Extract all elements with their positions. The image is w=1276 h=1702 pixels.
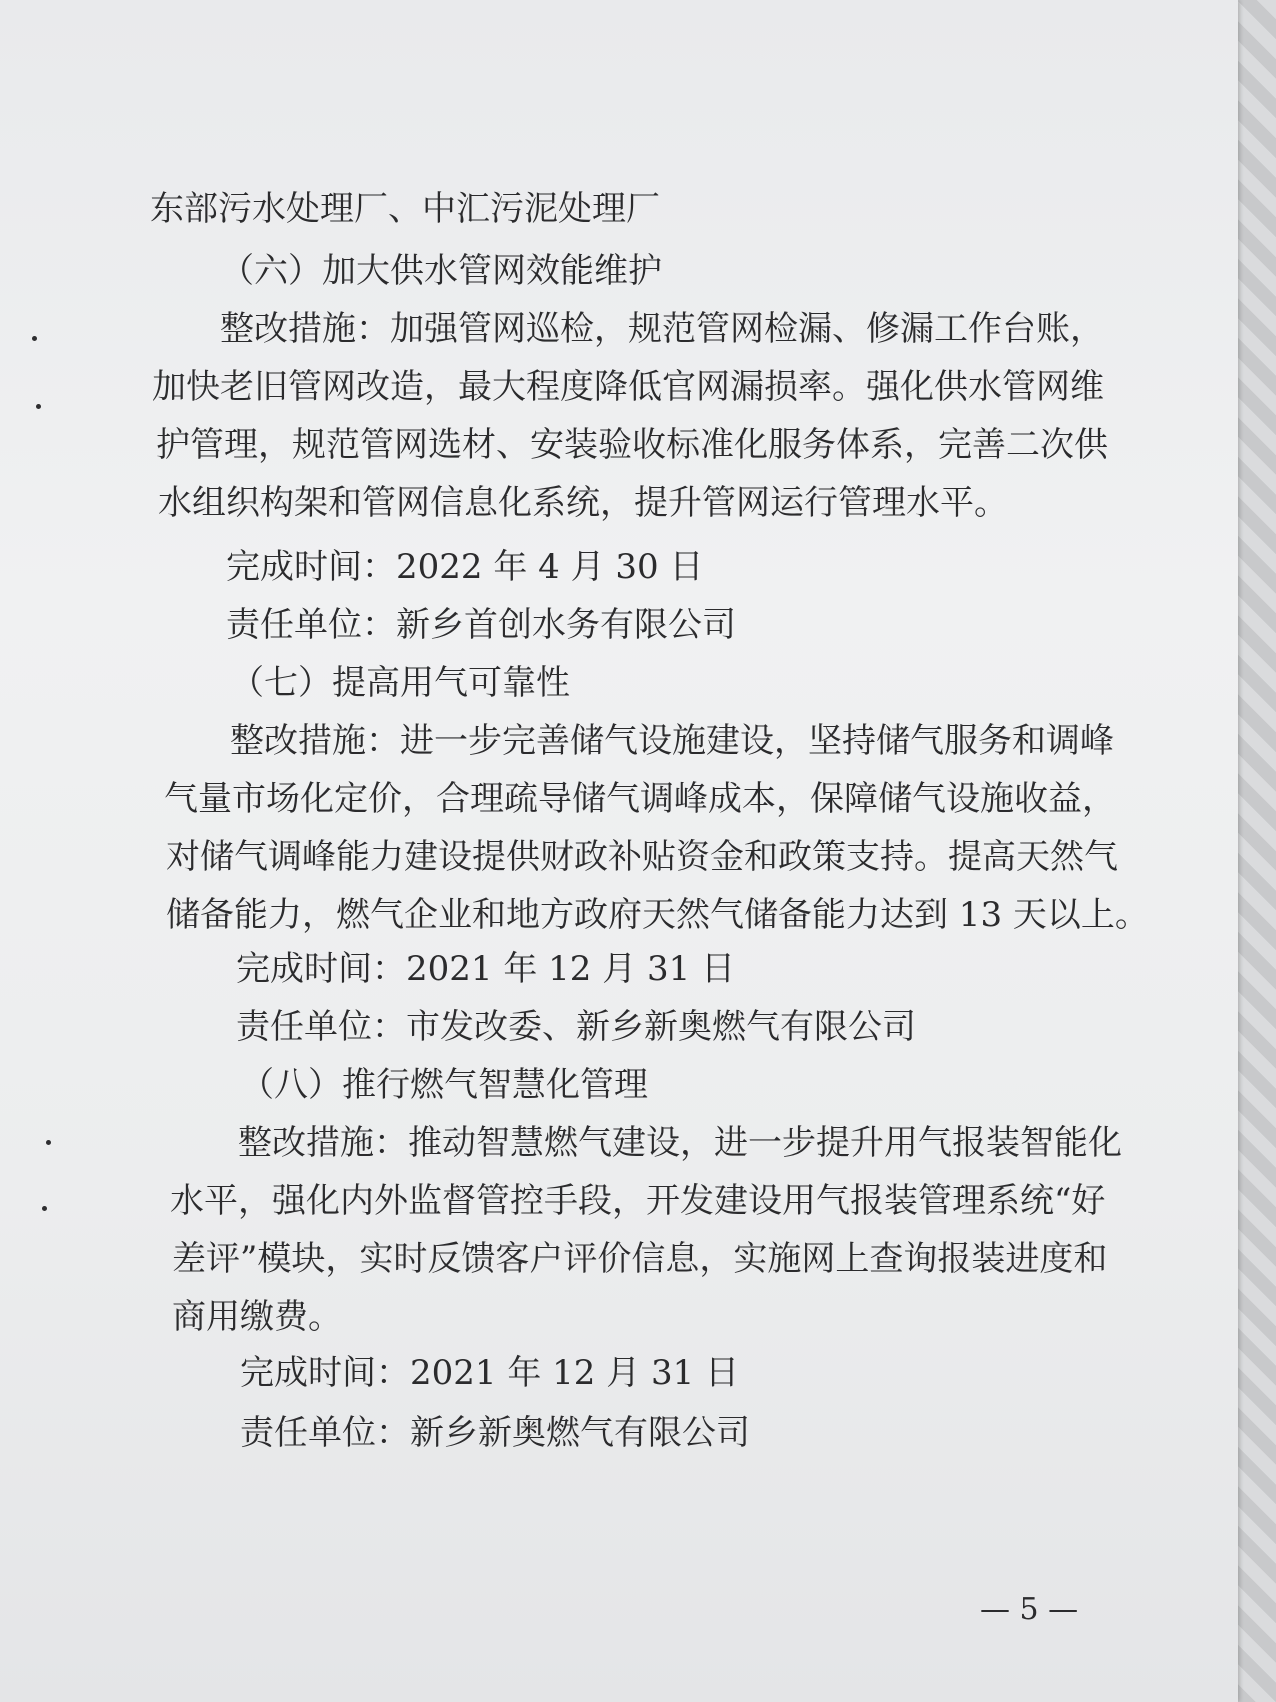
completion-time: 完成时间：2022 年 4 月 30 日 xyxy=(226,547,704,587)
text-line: 水平，强化内外监督管控手段，开发建设用气报装管理系统“好 xyxy=(170,1181,1106,1221)
completion-time: 完成时间：2021 年 12 月 31 日 xyxy=(240,1353,740,1393)
section-heading: （七）提高用气可靠性 xyxy=(230,663,570,703)
binding-hole-mark xyxy=(36,404,41,409)
responsible-unit: 责任单位：新乡新奥燃气有限公司 xyxy=(240,1413,750,1453)
text-line: 对储气调峰能力建设提供财政补贴资金和政策支持。提高天然气 xyxy=(166,837,1118,877)
text-line: 储备能力，燃气企业和地方政府天然气储备能力达到 13 天以上。 xyxy=(166,895,1149,935)
text-line: 整改措施：推动智慧燃气建设，进一步提升用气报装智能化 xyxy=(238,1123,1122,1163)
text-line: 整改措施：进一步完善储气设施建设，坚持储气服务和调峰 xyxy=(230,721,1114,761)
text-line: 整改措施：加强管网巡检，规范管网检漏、修漏工作台账， xyxy=(220,309,1104,349)
text-line: 水组织构架和管网信息化系统，提升管网运行管理水平。 xyxy=(158,483,1008,523)
text-line: 加快老旧管网改造，最大程度降低官网漏损率。强化供水管网维 xyxy=(152,367,1104,407)
page-number: — 5 — xyxy=(980,1592,1079,1627)
binding-hole-mark xyxy=(46,1140,51,1145)
binding-hole-mark xyxy=(42,1206,47,1211)
binding-hole-mark xyxy=(32,336,37,341)
text-line: 商用缴费。 xyxy=(172,1297,342,1337)
background-surface xyxy=(1236,0,1276,1702)
text-line: 护管理，规范管网选材、安装验收标准化服务体系，完善二次供 xyxy=(156,425,1108,465)
section-heading: （八）推行燃气智慧化管理 xyxy=(240,1065,648,1105)
responsible-unit: 责任单位：市发改委、新乡新奥燃气有限公司 xyxy=(236,1007,916,1047)
text-line: 东部污水处理厂、中汇污泥处理厂 xyxy=(150,189,660,229)
responsible-unit: 责任单位：新乡首创水务有限公司 xyxy=(226,605,736,645)
text-line: 差评”模块，实时反馈客户评价信息，实施网上查询报装进度和 xyxy=(172,1239,1108,1279)
section-heading: （六）加大供水管网效能维护 xyxy=(220,251,662,291)
text-line: 气量市场化定价，合理疏导储气调峰成本，保障储气设施收益， xyxy=(164,779,1116,819)
completion-time: 完成时间：2021 年 12 月 31 日 xyxy=(236,949,736,989)
